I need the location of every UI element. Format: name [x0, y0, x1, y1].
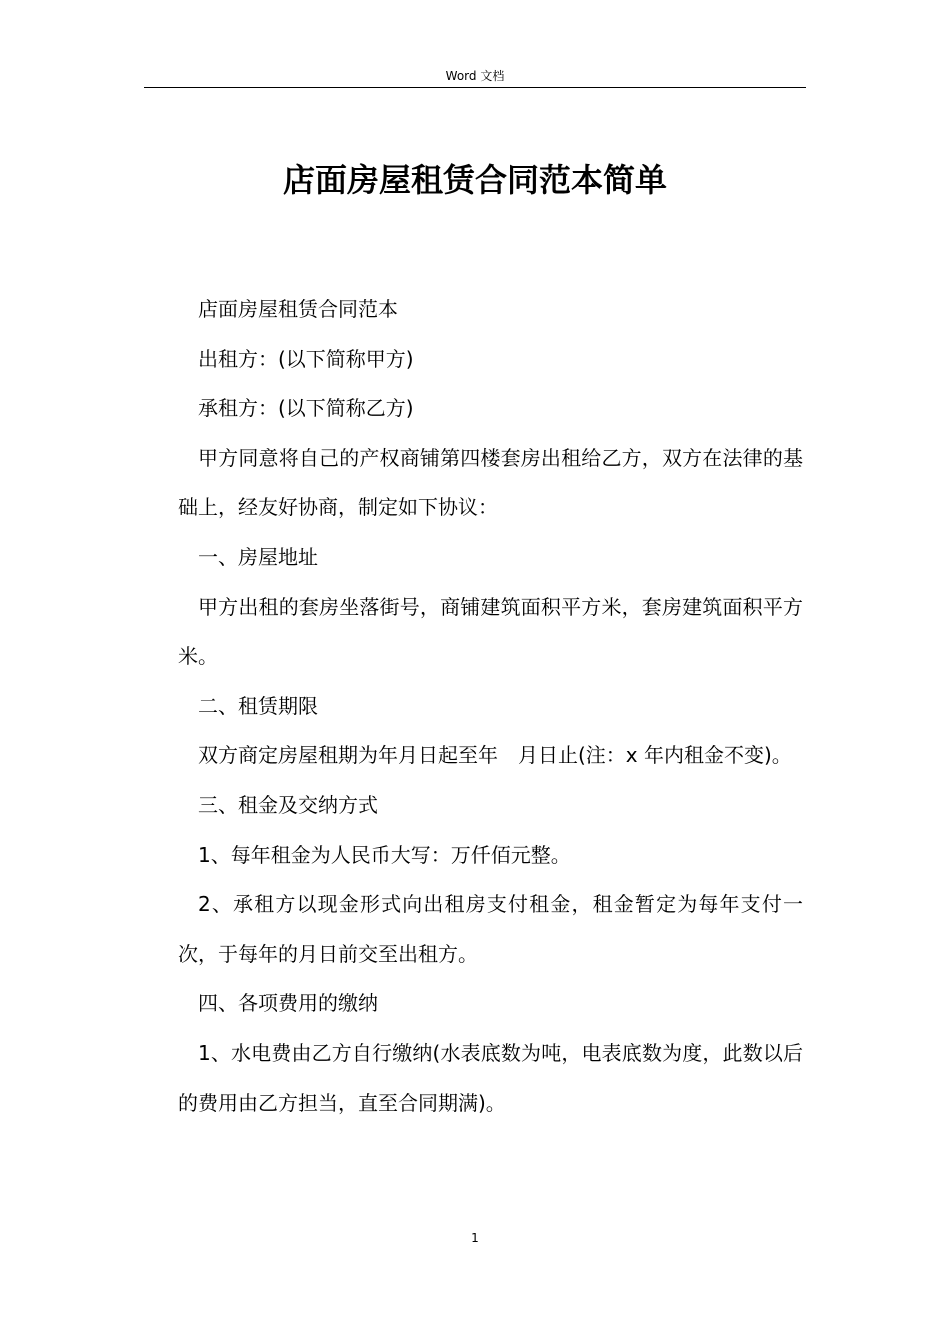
- section-heading: 一、房屋地址: [198, 544, 318, 569]
- document-body: [178, 285, 803, 1128]
- paragraph: 双方商定房屋租期为年月日起至年 月日止(注：x 年内租金不变)。: [198, 743, 792, 768]
- paragraph: 出租方：(以下简称甲方): [198, 346, 414, 371]
- document-title: 店面房屋租赁合同范本简单: [282, 161, 667, 199]
- paragraph: 店面房屋租赁合同范本: [198, 297, 398, 321]
- header-divider: [144, 87, 806, 88]
- section-heading: 三、租金及交纳方式: [198, 792, 378, 817]
- section-heading: 二、租赁期限: [198, 693, 318, 718]
- page-header-text: Word 文档: [445, 69, 505, 83]
- paragraph: 1、每年租金为人民币大写：万仟佰元整。: [198, 842, 571, 867]
- paragraph: 甲方同意将自己的产权商铺第四楼套房出租给乙方，双方在法律的基础上，经友好协商，制定如下协议：: [178, 445, 803, 520]
- paragraph: 1、水电费由乙方自行缴纳(水表底数为吨，电表底数为度，此数以后的费用由乙方担当，直至合同期满)。: [178, 1040, 803, 1115]
- paragraph: 承租方：(以下简称乙方): [198, 396, 414, 421]
- page-number: 1: [471, 1231, 479, 1245]
- section-heading: 四、各项费用的缴纳: [198, 991, 378, 1016]
- paragraph: 2、承租方以现金形式向出租房支付租金，租金暂定为每年支付一次，于每年的月日前交至出租方。: [178, 892, 803, 966]
- paragraph: 甲方出租的套房坐落街号，商铺建筑面积平方米，套房建筑面积平方米。: [178, 594, 803, 669]
